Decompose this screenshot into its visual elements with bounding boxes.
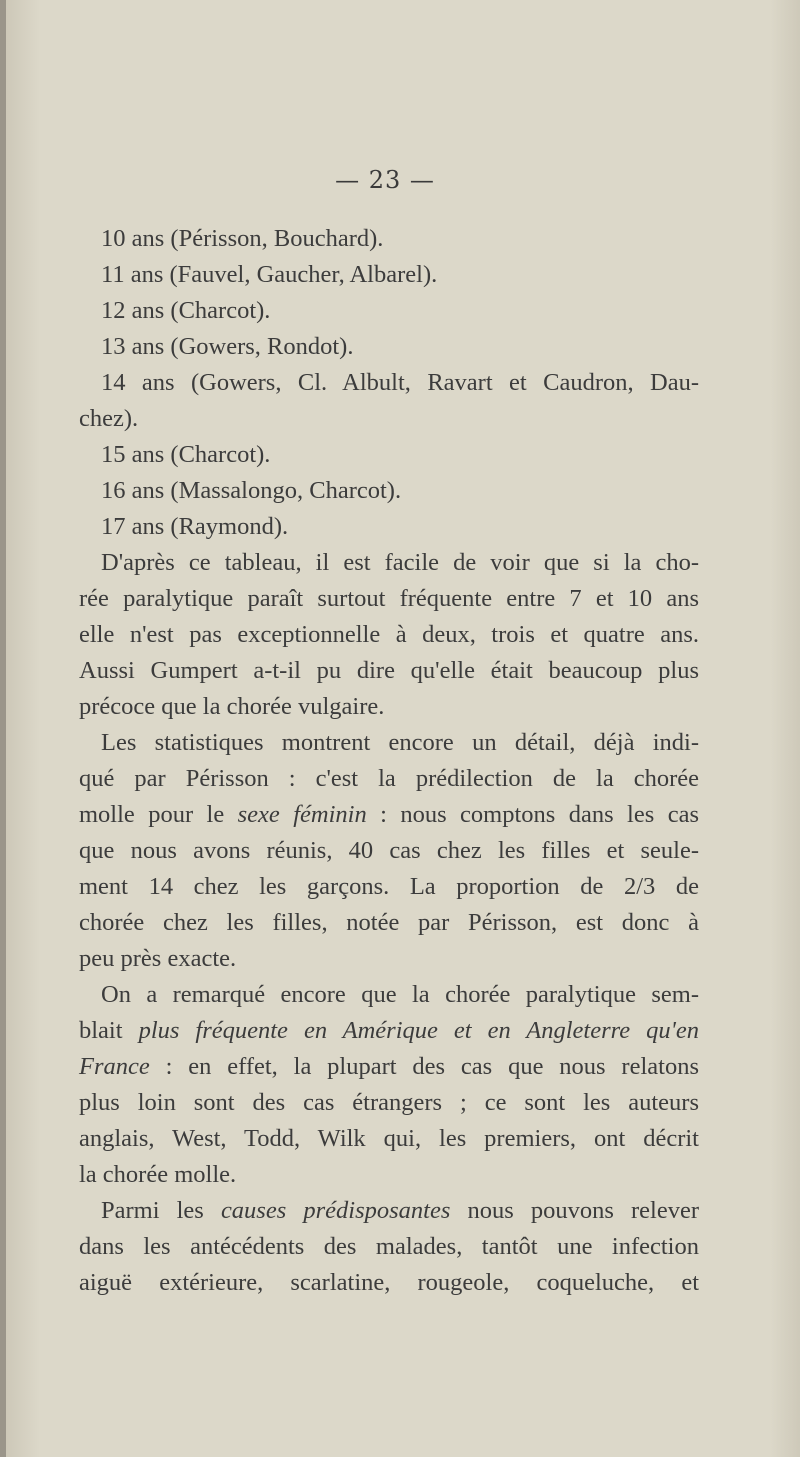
text-line: elle n'est pas exceptionnelle à deux, trois et quatre ans. (79, 621, 699, 648)
text-line: chorée chez les filles, notée par Périsson, est donc à (79, 909, 699, 936)
text-line (79, 1193, 699, 1229)
text-line: 14 ans (Gowers, Cl. Albult, Ravart et Caudron, Dau- (101, 369, 699, 396)
text-line: la chorée molle. (79, 1161, 237, 1188)
text-line: 12 ans (Charcot). (101, 297, 271, 324)
italic-phrase: causes prédisposantes (220, 1197, 451, 1224)
text-line: Aussi Gumpert a-t-il pu dire qu'elle était beaucoup plus (79, 657, 699, 684)
text-line: 11 ans (Fauvel, Gaucher, Albarel). (101, 261, 438, 288)
italic-phrase: France (79, 1053, 150, 1080)
text-line: plus loin sont des cas étrangers ; ce sont les auteurs (79, 1089, 699, 1116)
text-segment: nous pouvons relever (450, 1197, 699, 1224)
italic-phrase: sexe féminin (237, 801, 367, 828)
text-line: dans les antécédents des malades, tantôt une infection (79, 1233, 699, 1260)
italic-phrase: plus fréquente en Amérique et en Angleterre qu'en (138, 1017, 699, 1044)
text-line: peu près exacte. (79, 945, 237, 972)
text-line: On a remarqué encore que la chorée paralytique sem- (101, 981, 699, 1008)
text-line: rée paralytique paraît surtout fréquente entre 7 et 10 ans (79, 585, 699, 612)
text-line: anglais, West, Todd, Wilk qui, les premiers, ont décrit (79, 1125, 699, 1152)
text-line: 15 ans (Charcot). (101, 441, 271, 468)
text-line: aiguë extérieure, scarlatine, rougeole, coqueluche, et (79, 1269, 699, 1296)
text-line: 13 ans (Gowers, Rondot). (101, 333, 354, 360)
text-segment: : en effet, la plupart des cas que nous relatons (149, 1053, 699, 1080)
text-line: Les statistiques montrent encore un détail, déjà indi- (101, 729, 699, 756)
page-number: — 23 — (335, 166, 435, 194)
text-segment: Parmi les (101, 1197, 221, 1224)
text-line: qué par Périsson : c'est la prédilection de la chorée (79, 765, 699, 792)
text-line: chez). (79, 405, 139, 432)
text-segment: : nous comptons dans les cas (366, 801, 699, 828)
text-segment: blait (79, 1017, 139, 1044)
text-line (79, 1049, 699, 1085)
text-line: 16 ans (Massalongo, Charcot). (101, 477, 402, 504)
body-text (79, 221, 699, 1301)
text-line: ment 14 chez les garçons. La proportion de 2/3 de (79, 873, 699, 900)
text-line: D'après ce tableau, il est facile de voir que si la cho- (101, 549, 699, 576)
text-line (79, 797, 699, 833)
page-spine-edge (0, 0, 6, 1457)
text-line: que nous avons réunis, 40 cas chez les filles et seule- (79, 837, 699, 864)
text-line: 17 ans (Raymond). (101, 513, 289, 540)
text-line: précoce que la chorée vulgaire. (79, 693, 385, 720)
text-segment: molle pour le (79, 801, 238, 828)
text-line: 10 ans (Périsson, Bouchard). (101, 225, 384, 252)
text-line (79, 1013, 699, 1049)
